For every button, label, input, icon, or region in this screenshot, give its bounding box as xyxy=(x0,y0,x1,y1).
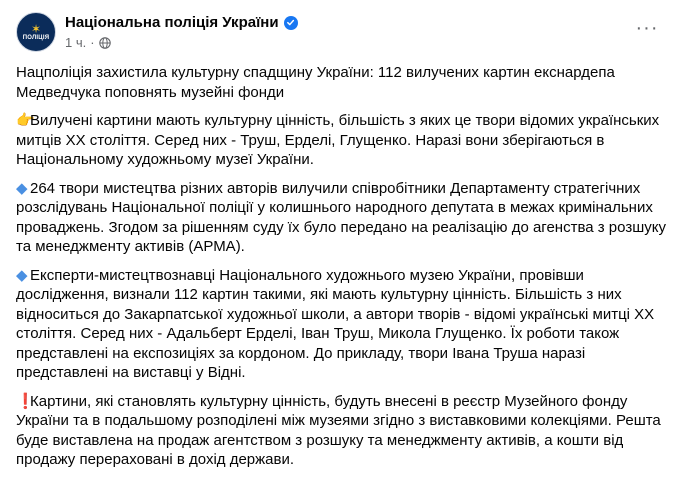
post-line-text: митців ХХ століття. Серед них - Труш, Ерделі, Глущенко. Наразі вони зберігаються в xyxy=(16,131,605,149)
page-name[interactable]: Національна поліція України xyxy=(65,14,279,31)
post-paragraph xyxy=(16,111,667,170)
post-line-text: представлені на експозиціях за кордоном. До прикладу, твори Івана Труша наразі xyxy=(16,344,586,362)
author-row xyxy=(65,14,298,31)
post-line xyxy=(16,431,667,451)
avatar[interactable] xyxy=(16,12,56,52)
post-paragraph xyxy=(16,179,667,257)
post-line-text: 264 твори мистецтва різних авторів вилучили співробітники Департаменту стратегічних xyxy=(30,179,641,197)
more-options-button[interactable] xyxy=(631,16,663,40)
post-line xyxy=(16,392,667,412)
post-line-text: буде виставлена на продаж агентством з розшуку та менеджменту активів, а кошти від xyxy=(16,431,624,449)
post-line-text: продажу перераховані в дохід держави. xyxy=(16,451,295,468)
post-line-text: відноситься до Закарпатської художньої школи, а автори творів - відомі українські митці ХХ xyxy=(16,305,655,323)
post-line xyxy=(16,305,667,325)
post-line-text: представлені на виставці у Відні. xyxy=(16,364,246,381)
post-line-text: дослідження, визнали 112 картин такими, які мають культурну цінність. Більшість з них xyxy=(16,286,622,303)
blue-diamond-icon: ◆ xyxy=(16,266,28,284)
post-line xyxy=(16,150,667,170)
post-header xyxy=(16,12,663,56)
post-line xyxy=(16,179,667,199)
post-paragraph xyxy=(16,392,667,470)
police-star-icon: ✶ xyxy=(30,21,42,36)
post-line xyxy=(16,344,667,364)
globe-icon xyxy=(99,37,111,49)
post-line-text: століття. Серед них - Адальберт Ерделі, Іван Труш, Микола Глущенко. Їх роботи також xyxy=(16,325,620,342)
blue-diamond-icon: ◆ xyxy=(16,179,28,197)
post-paragraph xyxy=(16,63,667,102)
post-timestamp[interactable]: 1 ч. xyxy=(65,35,87,50)
post-line-text: Картини, які становлять культурну цінність, будуть внесені в реєстр Музейного фонду xyxy=(30,392,628,410)
post-line-text: та менеджменту активів (АРМА). xyxy=(16,238,245,255)
post-line xyxy=(16,324,667,344)
post-line xyxy=(16,63,667,83)
post-line-text: Нацполіція захистила культурну спадщину України: 112 вилучених картин екснардепа xyxy=(16,64,615,81)
post-text xyxy=(16,63,667,479)
post-line xyxy=(16,266,667,286)
post-line-text: Національному художньому музеї України. xyxy=(16,151,314,168)
avatar-logo-text: ПОЛІЦІЯ xyxy=(22,34,50,41)
post-line-text: Експерти-мистецтвознавці Національного художнього музею України, провівши xyxy=(30,266,584,284)
post-line xyxy=(16,450,667,470)
verified-badge-icon xyxy=(284,16,298,30)
post-line xyxy=(16,198,667,218)
post-line xyxy=(16,218,667,238)
post-line xyxy=(16,363,667,383)
meta-separator: · xyxy=(90,35,95,50)
post-line xyxy=(16,285,667,305)
post-line-text: Медведчука поповнять музейні фонди xyxy=(16,83,285,101)
post-meta xyxy=(65,35,111,50)
post-line-text: проваджень. Згодом за рішенням суду їх було передано на реалізацію до агенства з розшуку xyxy=(16,218,666,236)
post-line xyxy=(16,111,667,131)
pointing-finger-icon: 👉 xyxy=(16,112,35,129)
post-line-text: України та в подальшому розподілені між музеями згідно з виставковими колекціями. Решта xyxy=(16,412,661,429)
post-paragraph xyxy=(16,266,667,383)
post-line xyxy=(16,83,667,103)
post-line-text: розслідувань Національної поліції у колишнього народного депутата в межах кримінальних xyxy=(16,199,653,216)
more-options-icon: ··· xyxy=(635,16,659,39)
post-line xyxy=(16,411,667,431)
post-line xyxy=(16,131,667,151)
red-exclamation-icon: ❗ xyxy=(16,392,35,410)
post-line-text: Вилучені картини мають культурну цінність, більшість з яких це твори відомих українських xyxy=(30,112,660,129)
post-line xyxy=(16,237,667,257)
